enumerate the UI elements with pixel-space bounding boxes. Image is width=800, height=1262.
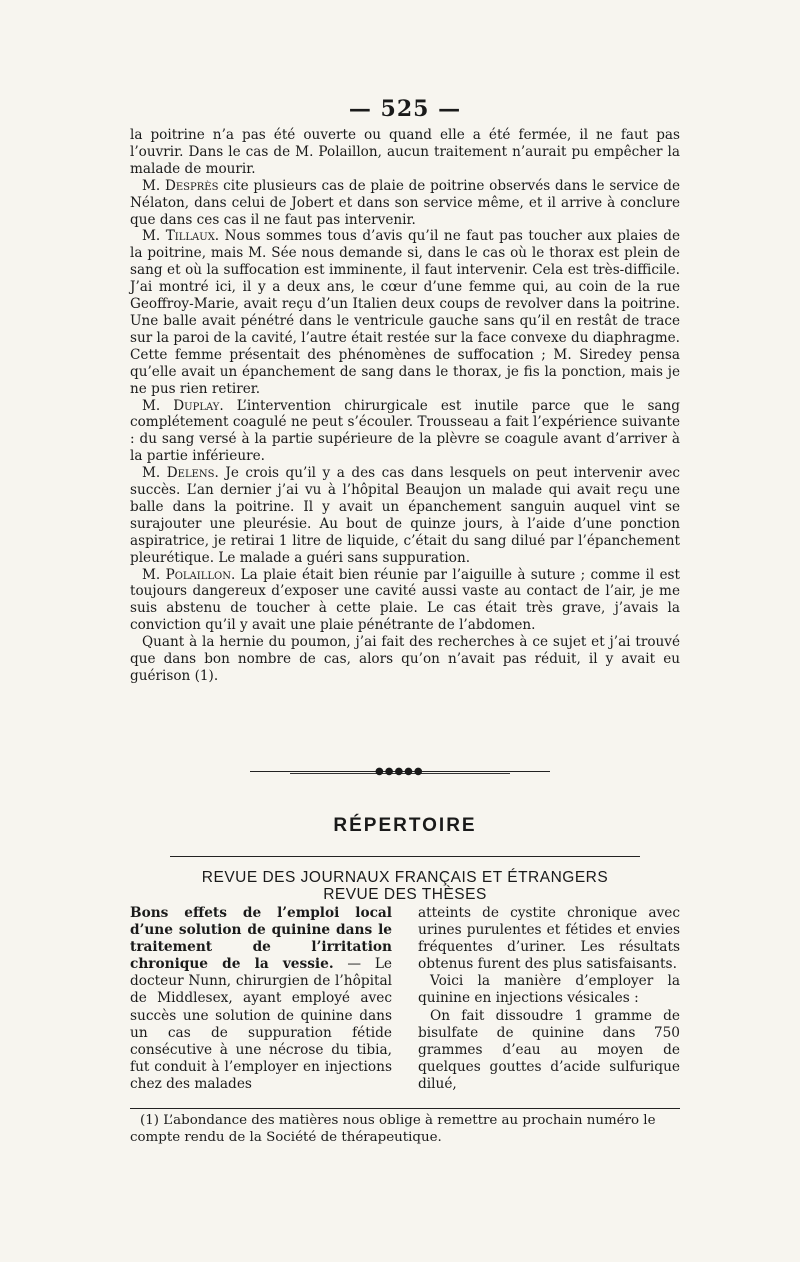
paragraph [130, 127, 680, 178]
paragraph [130, 634, 680, 685]
speaker: M. Duplay. [142, 397, 224, 414]
paragraph [130, 398, 680, 466]
paragraph-text: La plaie était bien réunie par l’aiguille à suture ; comme il est toujours dangereux d’exposer une cavité aussi vaste au contact de l’air, je me suis abstenu de toucher à cette plaie. Le cas était très grave, j’avais la conviction qu’il y avait une plaie pénétrante de l’abdomen. [130, 566, 680, 634]
footnote-text: (1) L’abondance des matières nous oblige à remettre au prochain numéro le compte rendu de la Société de thérapeutique. [130, 1113, 656, 1145]
left-column [130, 905, 392, 1093]
article-paragraph [130, 905, 392, 1093]
paragraph-text: Je crois qu’il y a des cas dans lesquels on peut intervenir avec succès. L’an dernier j’ai vu à l’hôpital Beaujon un malade qui avait reçu une balle dans la poitrine. Il y avait un épanchement sanguin auquel vint se surajouter une pleurésie. Au bout de quinze jours, à l’aide d’une ponction aspiratrice, je retirai 1 litre de liquide, c’était du sang dilué par l’épanchement pleurétique. Le malade a guéri sans suppuration. [130, 465, 681, 566]
paragraph-text: Nous sommes tous d’avis qu’il ne faut pas toucher aux plaies de la poitrine, mais M. Sée nous demande si, dans le cas où le thorax est plein de sang et où la suffocation est imminente, il faut intervenir. Cela est très-difficile. J’ai montré ici, il y a deux ans, le cœur d’une femme qui, au coin de la rue Geoffroy-Marie, avait reçu d’un Italien deux coups de revolver dans la poitrine. Une balle avait pénétré dans le ventricule gauche sans qu’il en restât de trace sur la paroi de la cavité, l’autre était restée sur la face convexe du diaphragme. Cette femme présentait des phénomènes de suffocation ; M. Siredey pensa qu’elle avait un épanchement de sang dans le thorax, je fis la ponction, mais je ne pus rien retirer. [130, 228, 681, 397]
paragraph-text: L’intervention chirurgicale est inutile parce que le sang complétement coagulé ne peut s’écouler. Trousseau a fait l’expérience suivante : du sang versé à la partie supérieure de la plèvre se coagule avant d’arriver à la partie inférieure. [130, 397, 680, 465]
review-subtitle: REVUE DES THÈSES [323, 886, 487, 903]
ornament-dots-icon: ●●●●● [375, 766, 424, 777]
ornament-divider [250, 766, 550, 778]
article-paragraph: Voici la manière d’employer la quinine en injections vésicales : [418, 973, 680, 1007]
paragraph-text: la poitrine n’a pas été ouverte ou quand elle a été fermée, il ne faut pas l’ouvrir. Dans le cas de M. Polaillon, aucun traitement n’aurait pu empêcher la malade de mourir. [130, 127, 680, 177]
footnote [130, 1112, 680, 1146]
article-title: Bons effets de l’emploi local d’une solution de quinine dans le traitement de l’irritation chronique de la vessie. [130, 905, 392, 973]
paragraph [130, 228, 680, 397]
footnote-rule [130, 1108, 680, 1109]
right-column [418, 905, 680, 1093]
paragraph [130, 178, 680, 229]
review-title: REVUE DES JOURNAUX FRANÇAIS ET ÉTRANGERS [201, 869, 609, 886]
article-paragraph: atteints de cystite chronique avec urines purulentes et fétides et envies fréquentes d’uriner. Les résultats obtenus furent des plus satisfaisants. [418, 905, 680, 973]
paragraph [130, 465, 680, 566]
speaker: M. Polaillon. [142, 566, 236, 583]
speaker: M. Desprès [142, 177, 219, 194]
article-text: — Le docteur Nunn, chirurgien de l’hôpital de Middlesex, ayant employé avec succès une solution de quinine dans un cas de suppuration fétide consécutive à une nécrose du tibia, fut conduit à l’employer en injections chez des malades [130, 956, 393, 1092]
speaker: M. Delens. [142, 465, 219, 482]
article-paragraph: On fait dissoudre 1 gramme de bisulfate de quinine dans 750 grammes d’eau au moyen de quelques gouttes d’acide sulfurique dilué, [418, 1007, 680, 1092]
discussion-text [130, 127, 680, 685]
paragraph [130, 567, 680, 635]
speaker: M. Tillaux. [142, 228, 220, 245]
section-title: RÉPERTOIRE [333, 815, 477, 836]
paragraph-text: cite plusieurs cas de plaie de poitrine observés dans le service de Nélaton, dans celui de Jobert et dans son service même, et il arrive à conclure que dans ces cas il ne faut pas intervenir. [130, 177, 680, 228]
paragraph-text: Quant à la hernie du poumon, j’ai fait des recherches à ce sujet et j’ai trouvé que dans bon nombre de cas, alors qu’on n’avait pas réduit, il y avait eu guérison (1). [130, 634, 680, 684]
page-number: — 525 — [348, 96, 462, 122]
section-rule [170, 856, 640, 857]
